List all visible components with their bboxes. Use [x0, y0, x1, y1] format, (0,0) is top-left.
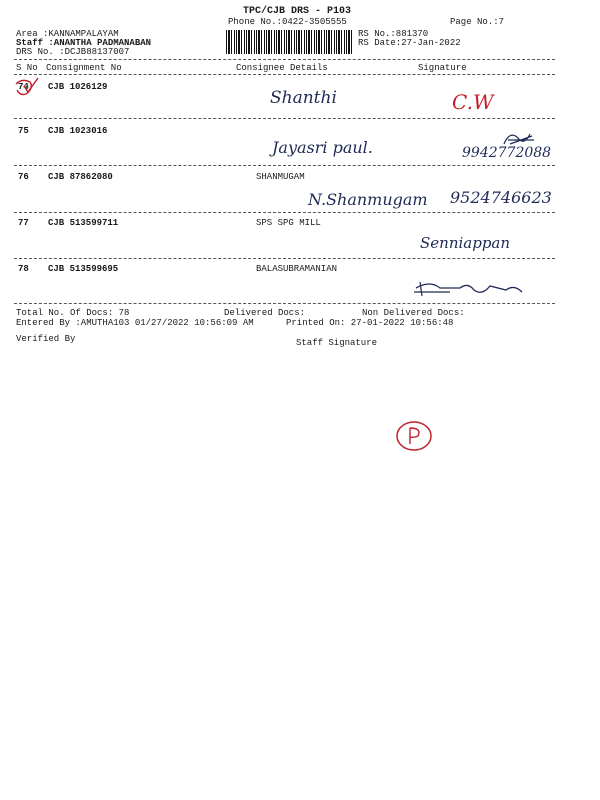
row-sno: 76 — [18, 172, 29, 182]
circled-mark-icon — [394, 418, 436, 454]
row-consignee: SPS SPG MILL — [256, 218, 321, 228]
row-consignment: CJB 513599711 — [48, 218, 119, 228]
row-divider — [14, 303, 555, 304]
verified-by: Verified By — [16, 334, 76, 344]
row-sno: 78 — [18, 264, 29, 274]
drs-title: TPC/CJB DRS - P103 — [243, 6, 352, 17]
total-docs: Total No. Of Docs: 78 — [16, 308, 130, 318]
tick-mark-icon — [12, 76, 42, 98]
entered-by: Entered By :AMUTHA103 01/27/2022 10:56:09 AM — [16, 318, 254, 328]
phone-number: Phone No.:0422-3505555 — [228, 17, 347, 27]
row-sno: 74 — [18, 82, 29, 92]
row-divider — [14, 212, 555, 213]
row-consignment: CJB 1026129 — [48, 82, 108, 92]
rs-number: RS No.:881370 — [358, 29, 429, 39]
col-consignment: Consignment No — [46, 63, 122, 73]
staff-signature: Staff Signature — [296, 338, 378, 348]
handwritten-phone: 9942772088 — [462, 145, 552, 161]
handwritten-name: Jayasri paul. — [272, 138, 373, 157]
barcode — [226, 30, 352, 54]
row-consignee: SHANMUGAM — [256, 172, 305, 182]
handwritten-name: N.Shanmugam — [308, 190, 428, 209]
row-divider — [14, 165, 555, 166]
row-consignment: CJB 1023016 — [48, 126, 108, 136]
handwritten-signature: C.W — [452, 90, 494, 114]
handwritten-signature: Senniappan — [420, 234, 511, 252]
row-sno: 77 — [18, 218, 29, 228]
col-signature: Signature — [418, 63, 467, 73]
printed-on: Printed On: 27-01-2022 10:56:48 — [286, 318, 454, 328]
row-divider — [14, 258, 555, 259]
row-divider — [14, 118, 555, 119]
row-consignee: BALASUBRAMANIAN — [256, 264, 338, 274]
col-sno: S No — [16, 63, 38, 73]
non-delivered-docs: Non Delivered Docs: — [362, 308, 465, 318]
handwritten-phone: 9524746623 — [450, 188, 552, 207]
header-divider — [14, 59, 555, 60]
row-consignment: CJB 87862080 — [48, 172, 113, 182]
staff-label: Staff :ANANTHA PADMANABAN — [16, 38, 152, 48]
handwritten-name: Shanthi — [270, 88, 337, 108]
signature-scribble-icon — [410, 276, 530, 300]
area-label: Area :KANNAMPALAYAM — [16, 29, 119, 39]
column-divider — [14, 74, 555, 75]
col-consignee: Consignee Details — [236, 63, 328, 73]
drs-number: DRS No. :DCJB88137007 — [16, 47, 130, 57]
rs-date: RS Date:27-Jan-2022 — [358, 38, 461, 48]
row-sno: 75 — [18, 126, 29, 136]
row-consignment: CJB 513599695 — [48, 264, 119, 274]
delivered-docs: Delivered Docs: — [224, 308, 306, 318]
page-number: Page No.:7 — [450, 17, 505, 27]
